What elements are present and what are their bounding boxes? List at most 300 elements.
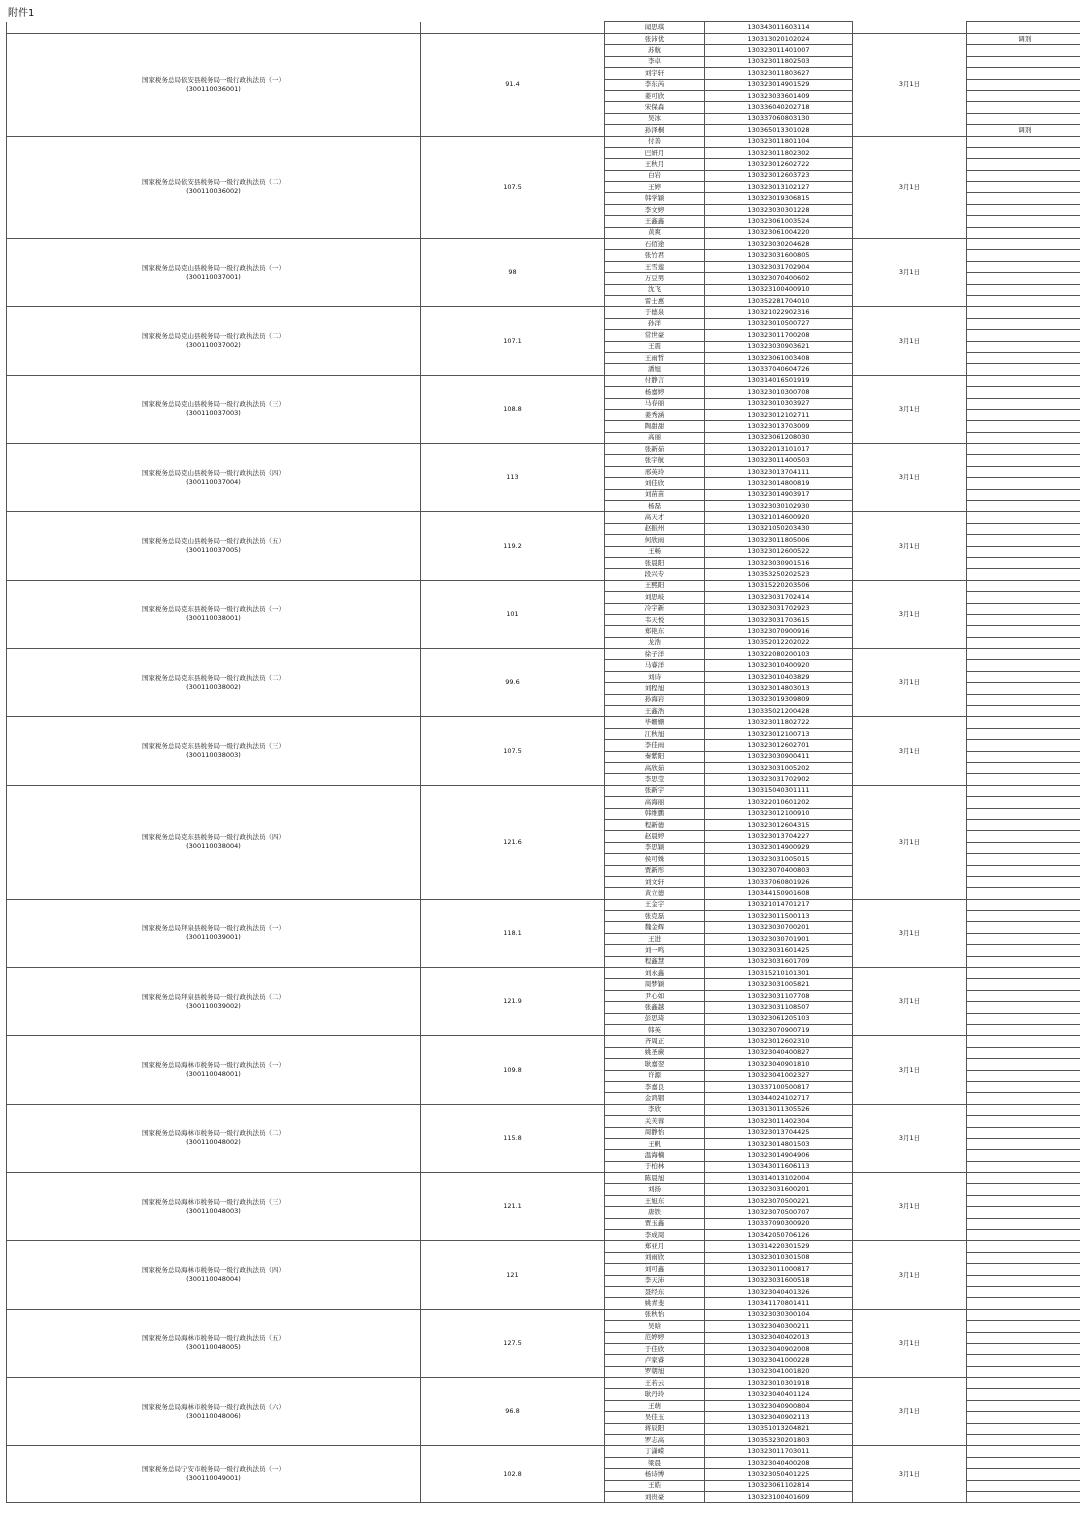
candidate-name: 孙泽桐 [605,125,705,136]
candidate-name: 孙海岩 [605,694,705,705]
candidate-id: 130323070400602 [705,273,853,284]
note-cell [967,1286,1080,1297]
candidate-id: 130335021200428 [705,706,853,717]
note-cell [967,888,1080,899]
table-row [7,1104,1080,1115]
interview-date: 3月1日 [853,1378,967,1446]
position-title: 国家税务总局海林市税务局一级行政执法员（六） [142,1402,285,1411]
candidate-id: 130323011500113 [705,911,853,922]
note-cell [967,1469,1080,1480]
position-code: (300110037001) [186,272,241,281]
candidate-name: 程新德 [605,819,705,830]
note-cell [967,1446,1080,1457]
candidate-id: 130323033601409 [705,90,853,101]
candidate-name: 黄爽 [605,227,705,238]
note-cell [967,535,1080,546]
position-cell [7,580,421,648]
note-cell [967,614,1080,625]
note-cell [967,307,1080,318]
candidate-id: 130343011606113 [705,1161,853,1172]
score-cell: 102.8 [421,1446,605,1503]
note-cell [967,455,1080,466]
interview-date: 3月1日 [853,1241,967,1309]
candidate-id: 130351013204821 [705,1423,853,1434]
candidate-name: 姜可欣 [605,90,705,101]
candidate-id: 130323031600805 [705,250,853,261]
candidate-id: 130342050706126 [705,1230,853,1241]
candidate-id: 130323031703615 [705,614,853,625]
candidate-name: 贾玉鑫 [605,1218,705,1229]
blank-cell [421,22,605,34]
candidate-id: 130323012600522 [705,546,853,557]
candidate-name: 侯可姝 [605,854,705,865]
candidate-name: 宋保森 [605,102,705,113]
candidate-id: 130323061004220 [705,227,853,238]
candidate-id: 130323011400503 [705,455,853,466]
score-cell: 98 [421,239,605,307]
interview-date: 3月1日 [853,968,967,1036]
note-cell [967,489,1080,500]
candidate-id: 130323070900916 [705,626,853,637]
candidate-name: 周梦颖 [605,979,705,990]
candidate-name: 张新茹 [605,444,705,455]
candidate-id: 130323014800819 [705,478,853,489]
candidate-name: 石佰途 [605,239,705,250]
note-cell [967,911,1080,922]
position-title: 国家税务总局克山县税务局一级行政执法员（二） [142,332,285,341]
blank-cell [853,22,967,34]
note-cell [967,1002,1080,1013]
interview-date: 3月1日 [853,444,967,512]
candidate-id: 130323012102711 [705,409,853,420]
note-cell [967,1309,1080,1320]
note-cell [967,842,1080,853]
note-cell [967,170,1080,181]
candidate-id: 130322010601202 [705,797,853,808]
candidate-id: 130323010403829 [705,671,853,682]
note-cell [967,1264,1080,1275]
candidate-id: 130323011401007 [705,45,853,56]
candidate-name: 张晨阳 [605,557,705,568]
candidate-id: 130323040900804 [705,1400,853,1411]
candidate-name: 马睿洋 [605,660,705,671]
candidate-name: 于佳欣 [605,1343,705,1354]
note-cell [967,387,1080,398]
candidate-name: 常世豪 [605,330,705,341]
note-cell [967,1492,1080,1503]
position-code: (300110038001) [186,614,241,623]
candidate-id: 130323011802722 [705,717,853,728]
candidate-name: 高海丽 [605,797,705,808]
candidate-name: 刘贵豪 [605,1492,705,1503]
interview-date: 3月1日 [853,580,967,648]
candidate-name: 付善 [605,136,705,147]
candidate-id: 130323031107708 [705,990,853,1001]
note-cell [967,159,1080,170]
note-cell [967,1218,1080,1229]
note-cell [967,785,1080,796]
note-cell [967,1423,1080,1434]
candidate-id: 130323031702923 [705,603,853,614]
candidate-id: 130323010301918 [705,1378,853,1389]
candidate-name: 刘思岐 [605,592,705,603]
candidate-name: 李卓 [605,56,705,67]
note-cell [967,1355,1080,1366]
position-code: (300110036001) [186,84,241,93]
position-title: 国家税务总局依安县税务局一级行政执法员（二） [142,178,285,187]
candidate-name: 于德泉 [605,307,705,318]
note-cell [967,968,1080,979]
candidate-id: 130314013102004 [705,1173,853,1184]
score-cell: 119.2 [421,512,605,580]
candidate-id: 130323040901810 [705,1059,853,1070]
candidate-name: 王鑫鑫 [605,216,705,227]
score-cell: 121.9 [421,968,605,1036]
note-cell [967,694,1080,705]
table-row [7,580,1080,591]
candidate-name: 梁晨 [605,1457,705,1468]
note-cell [967,1480,1080,1491]
candidate-id: 130321014600920 [705,512,853,523]
note-cell [967,239,1080,250]
note-cell [967,808,1080,819]
candidate-id: 130323041001820 [705,1366,853,1377]
candidate-name: 苏航 [605,45,705,56]
position-code: (300110048003) [186,1206,241,1215]
note-cell [967,1378,1080,1389]
candidate-id: 130323013704227 [705,831,853,842]
position-cell [7,444,421,512]
note-cell [967,751,1080,762]
candidate-name: 秦紫阳 [605,751,705,762]
candidate-id: 130323061102814 [705,1480,853,1491]
candidate-id: 130313020102024 [705,34,853,45]
position-code: (300110037005) [186,546,241,555]
candidate-name: 杨诗博 [605,1469,705,1480]
candidate-name: 程鑫慧 [605,956,705,967]
candidate-id: 130352012202022 [705,637,853,648]
note-cell [967,1435,1080,1446]
candidate-id: 130323014901529 [705,79,853,90]
note-cell [967,136,1080,147]
candidate-name: 韩英 [605,1024,705,1035]
candidate-name: 张克磊 [605,911,705,922]
candidate-id: 130323031005202 [705,763,853,774]
candidate-name: 吴佳玉 [605,1412,705,1423]
interview-date: 3月1日 [853,307,967,375]
position-cell [7,239,421,307]
position-code: (300110048002) [186,1138,241,1147]
note-cell [967,763,1080,774]
candidate-id: 130323030102930 [705,501,853,512]
candidate-name: 张沛优 [605,34,705,45]
position-title: 国家税务总局克山县税务局一级行政执法员（三） [142,400,285,409]
note-cell [967,79,1080,90]
candidate-name: 许源 [605,1070,705,1081]
note-cell [967,204,1080,215]
note-cell [967,706,1080,717]
position-title: 国家税务总局海林市税务局一级行政执法员（四） [142,1266,285,1275]
candidate-name: 罗朝旭 [605,1366,705,1377]
note-cell [967,1059,1080,1070]
position-code: (300110036002) [186,187,241,196]
candidate-id: 130352281704010 [705,295,853,306]
position-cell [7,899,421,967]
candidate-id: 130323030204628 [705,239,853,250]
candidate-name: 张秋怡 [605,1309,705,1320]
document-title: 附件1 [8,8,35,19]
note-cell [967,1150,1080,1161]
score-cell: 107.5 [421,136,605,239]
candidate-name: 李思颖 [605,842,705,853]
score-cell: 118.1 [421,899,605,967]
note-cell [967,956,1080,967]
candidate-name: 魏金辉 [605,922,705,933]
candidate-name: 刘文轩 [605,876,705,887]
note-cell [967,523,1080,534]
candidate-name: 卢家睿 [605,1355,705,1366]
position-cell [7,1241,421,1309]
note-cell [967,68,1080,79]
score-cell: 107.5 [421,717,605,785]
candidate-id: 130365013301028 [705,125,853,136]
table-row [7,444,1080,455]
note-cell [967,409,1080,420]
candidate-name: 雷士惠 [605,295,705,306]
candidate-id: 130323031600201 [705,1184,853,1195]
candidate-id: 130323100400910 [705,284,853,295]
candidate-name: 刘一鸣 [605,945,705,956]
note-cell [967,1321,1080,1332]
interview-date: 3月1日 [853,239,967,307]
table-row [7,899,1080,910]
candidate-name: 温海楠 [605,1150,705,1161]
candidate-name: 刘宇轩 [605,68,705,79]
candidate-id: 130323014801503 [705,1138,853,1149]
note-cell [967,1081,1080,1092]
candidate-name: 高丽 [605,432,705,443]
candidate-id: 130323019306815 [705,193,853,204]
position-cell [7,1309,421,1377]
candidate-id: 130323030901516 [705,557,853,568]
note-cell [967,45,1080,56]
candidate-id: 130323012100910 [705,808,853,819]
interview-date: 3月1日 [853,1446,967,1503]
candidate-name: 何欣雨 [605,535,705,546]
position-cell [7,512,421,580]
interview-date: 3月1日 [853,899,967,967]
candidate-name: 陶甜甜 [605,421,705,432]
candidate-name: 刘苗苗 [605,489,705,500]
candidate-id: 130353230201803 [705,1435,853,1446]
position-title: 国家税务总局海林市税务局一级行政执法员（一） [142,1061,285,1070]
note-cell [967,649,1080,660]
position-cell [7,375,421,443]
position-code: (300110039001) [186,933,241,942]
candidate-name: 尹心如 [605,990,705,1001]
table-row [7,136,1080,147]
position-title: 国家税务总局宁安市税务局一级行政执法员（一） [142,1465,285,1474]
candidate-id: 130323030700201 [705,922,853,933]
candidate-id: 130323040400208 [705,1457,853,1468]
candidate-name: 罗志高 [605,1435,705,1446]
note-cell [967,113,1080,124]
candidate-id: 130323010303927 [705,398,853,409]
note-cell [967,1343,1080,1354]
position-code: (300110037002) [186,341,241,350]
score-cell: 109.8 [421,1036,605,1104]
table-row [7,1309,1080,1320]
candidate-name: 耿丹玲 [605,1389,705,1400]
position-title: 国家税务总局克东县税务局一级行政执法员（三） [142,742,285,751]
candidate-id: 130323012604315 [705,819,853,830]
candidate-name: 吴冰 [605,113,705,124]
candidate-id: 130323070400803 [705,865,853,876]
position-title: 国家税务总局海林市税务局一级行政执法员（二） [142,1129,285,1138]
note-cell [967,466,1080,477]
candidate-id: 130341170801411 [705,1298,853,1309]
note-cell [967,261,1080,272]
candidate-name: 李天沛 [605,1275,705,1286]
position-cell [7,968,421,1036]
note-cell [967,1104,1080,1115]
note-cell [967,728,1080,739]
candidate-name: 丁潇嵘 [605,1446,705,1457]
candidate-name: 王秋月 [605,159,705,170]
note-cell [967,660,1080,671]
candidate-id: 130323031601425 [705,945,853,956]
score-cell: 121 [421,1241,605,1309]
candidate-id: 130323031005821 [705,979,853,990]
candidate-name: 万豆男 [605,273,705,284]
candidate-name: 毕姗姗 [605,717,705,728]
candidate-name: 王畅 [605,546,705,557]
candidate-name: 王皓 [605,1480,705,1491]
candidate-name: 潘旭 [605,364,705,375]
note-cell [967,102,1080,113]
candidate-name: 李欣 [605,1104,705,1115]
candidate-name: 高天才 [605,512,705,523]
note-cell [967,1116,1080,1127]
candidate-id: 130323070900719 [705,1024,853,1035]
candidate-id: 130323031702904 [705,261,853,272]
note-cell [967,854,1080,865]
note-cell [967,717,1080,728]
candidate-id: 130323070500221 [705,1195,853,1206]
table-row [7,968,1080,979]
interview-date: 3月1日 [853,1309,967,1377]
candidate-name: 孙洋 [605,318,705,329]
note-cell [967,1070,1080,1081]
note-cell [967,512,1080,523]
position-code: (300110038002) [186,682,241,691]
note-cell [967,1184,1080,1195]
candidate-id: 130323011802302 [705,147,853,158]
candidate-name: 陈晨旭 [605,1173,705,1184]
table-row [7,34,1080,45]
note-cell [967,330,1080,341]
score-cell: 96.8 [421,1378,605,1446]
candidate-id: 130336040202718 [705,102,853,113]
candidate-id: 130323011802503 [705,56,853,67]
note-cell [967,1195,1080,1206]
position-cell [7,785,421,899]
position-code: (300110048004) [186,1275,241,1284]
note-cell [967,592,1080,603]
candidate-id: 130313011305526 [705,1104,853,1115]
candidate-name: 段兴专 [605,569,705,580]
position-cell [7,1378,421,1446]
note-cell [967,774,1080,785]
position-title: 国家税务总局克山县税务局一级行政执法员（四） [142,468,285,477]
position-cell [7,34,421,137]
interview-date: 3月1日 [853,512,967,580]
note-cell [967,683,1080,694]
candidate-name: 张新宇 [605,785,705,796]
interview-date: 3月1日 [853,136,967,239]
candidate-name: 王雨晢 [605,352,705,363]
candidate-name: 付静言 [605,375,705,386]
candidate-name: 蒋辰阳 [605,1423,705,1434]
position-code: (300110049001) [186,1474,241,1483]
note-cell [967,899,1080,910]
position-code: (300110038003) [186,751,241,760]
candidate-id: 130323010301508 [705,1252,853,1263]
candidate-name: 王帆 [605,1138,705,1149]
candidate-name: 于柏林 [605,1161,705,1172]
note-cell [967,1241,1080,1252]
position-title: 国家税务总局拜泉县税务局一级行政执法员（一） [142,924,285,933]
position-cell [7,1446,421,1503]
candidate-id: 130323031702902 [705,774,853,785]
candidate-name: 沈飞 [605,284,705,295]
note-cell [967,1230,1080,1241]
candidate-id: 130323100401609 [705,1492,853,1503]
position-cell [7,649,421,717]
candidate-id: 130323061208030 [705,432,853,443]
note-cell [967,1207,1080,1218]
position-code: (300110037003) [186,409,241,418]
candidate-id: 130314220301529 [705,1241,853,1252]
candidate-id: 130323011700208 [705,330,853,341]
candidate-id: 130323030900411 [705,751,853,762]
note-cell: 调剂 [967,34,1080,45]
note-cell [967,580,1080,591]
candidate-name: 巴妍月 [605,147,705,158]
candidate-name: 刘永鑫 [605,968,705,979]
candidate-name: 王婷 [605,182,705,193]
note-cell [967,1013,1080,1024]
note-cell [967,22,1080,34]
candidate-id: 130323011801104 [705,136,853,147]
candidate-name: 周静怡 [605,1127,705,1138]
note-cell [967,819,1080,830]
note-cell [967,56,1080,67]
candidate-name: 李佳雨 [605,740,705,751]
candidate-name: 赵振州 [605,523,705,534]
candidate-id: 130323040401124 [705,1389,853,1400]
note-cell [967,250,1080,261]
note-cell [967,375,1080,386]
note-cell [967,398,1080,409]
candidate-name: 马春丽 [605,398,705,409]
candidate-name: 李嘉良 [605,1081,705,1092]
candidate-name: 王鑫浩 [605,706,705,717]
position-title: 国家税务总局拜泉县税务局一级行政执法员（二） [142,992,285,1001]
note-cell [967,1161,1080,1172]
note-cell [967,876,1080,887]
candidate-id: 130323010500727 [705,318,853,329]
